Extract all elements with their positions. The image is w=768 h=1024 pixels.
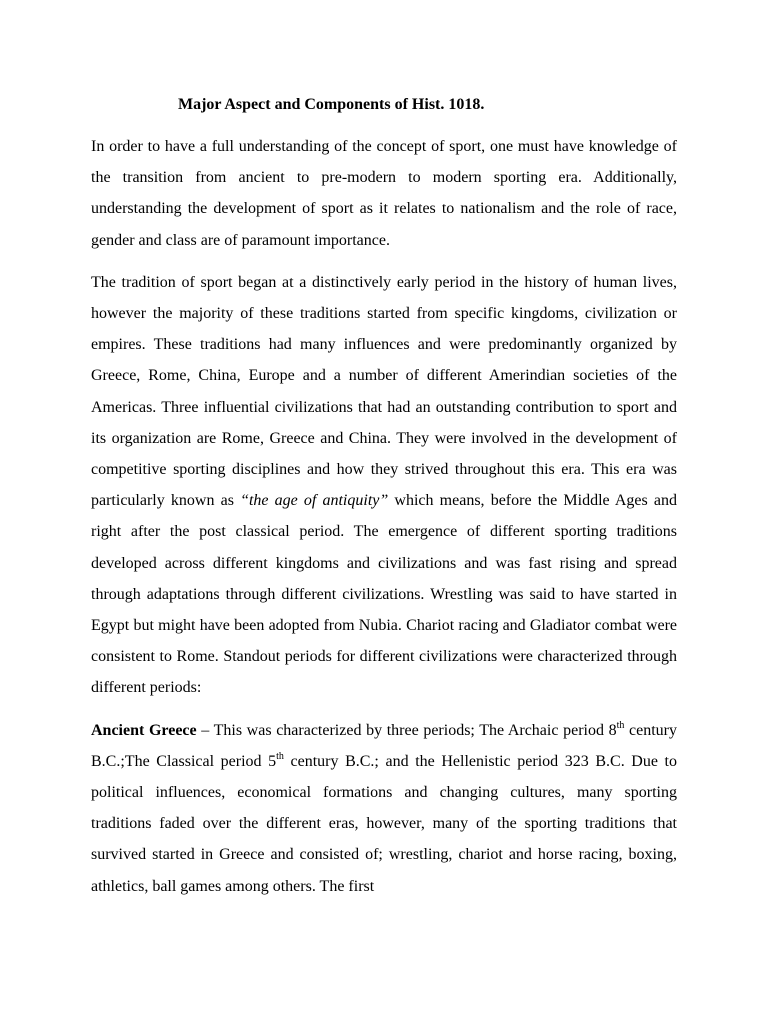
ancient-greece-text-2: century B.C.;The Classical period 5: [91, 721, 677, 770]
paragraph-intro: In order to have a full understanding of the concept of sport, one must have knowledge of the transition from ancient to pre-modern to modern sporting era. Additionally, understanding the development of sport as it relates to nationalism and the role of race, gender and class are of paramount importance.: [91, 138, 677, 249]
document-body: [91, 131, 677, 913]
ancient-greece-text-3: century B.C.; and the Hellenistic period 323 B.C. Due to political influences, economical formations and changing cultures, many sporting traditions faded over the different eras, however, many of the sporting traditions that survived started in Greece and consisted of; wrestling, chariot and horse racing, boxing, athletics, ball games among others. The first: [91, 752, 677, 895]
age-of-antiquity-quote: “the age of antiquity”: [240, 492, 389, 510]
paragraph-tradition-text-end: which means, before the Middle Ages and right after the post classical period. The emergence of different sporting traditions developed across different kingdoms and civilizations and was fast rising and spread through adaptations through different civilizations. Wrestling was said to have started in Egypt but might have been adopted from Nubia. Chariot racing and Gladiator combat were consistent to Rome. Standout periods for different civilizations were characterized through different periods:: [91, 492, 678, 697]
ancient-greece-heading: Ancient Greece: [91, 721, 197, 739]
document-title: Major Aspect and Components of Hist. 1018.: [178, 96, 485, 113]
superscript-th-1: th: [616, 719, 625, 731]
paragraph-ancient-greece: [91, 715, 677, 902]
superscript-th-2: th: [276, 750, 284, 762]
paragraph-tradition: [91, 267, 677, 704]
ancient-greece-text-1: – This was characterized by three periods; The Archaic period 8: [196, 721, 617, 739]
paragraph-tradition-text-start: The tradition of sport began at a distinctively early period in the history of human lives, however the majority of these traditions started from specific kingdoms, civilization or empires. These traditions had many influences and were predominantly organized by Greece, Rome, China, Europe and a number of different Amerindian societies of the Americas. Three influential civilizations that had an outstanding contribution to sport and its organization are Rome, Greece and China. They were involved in the development of competitive sporting disciplines and how they strived throughout this era. This era was particularly known as: [91, 273, 677, 510]
